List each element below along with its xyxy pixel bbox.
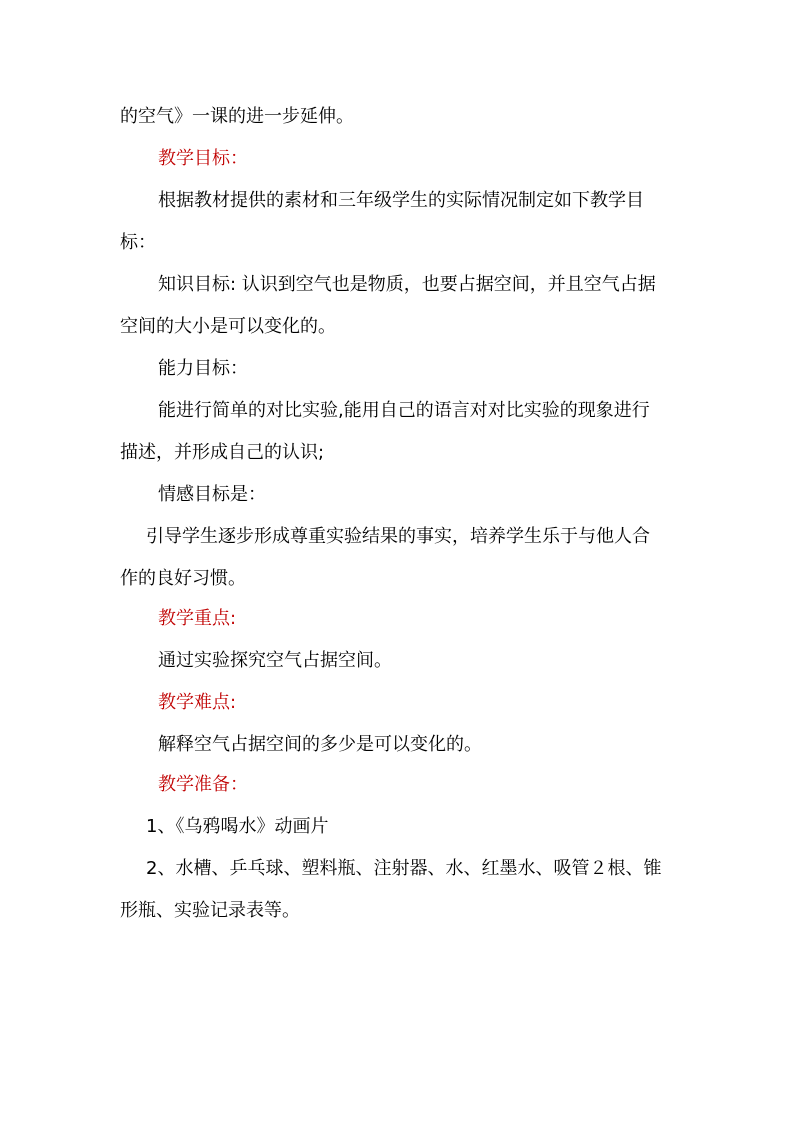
preparation-item-1: 1、《乌鸦喝水》动画片 (146, 816, 329, 837)
ability-goal-line-2: 描述，并形成自己的认识; (120, 442, 325, 463)
preparation-item-2-line-2: 形瓶、实验记录表等。 (120, 900, 300, 921)
heading-key-point: 教学重点: (158, 608, 237, 629)
continuation-line: 的空气》一课的进一步延伸。 (120, 106, 354, 127)
emotion-goal-line-2: 作的良好习惯。 (120, 568, 246, 589)
emotion-goal-line-1: 引导学生逐步形成尊重实验结果的事实，培养学生乐于与他人合 (146, 526, 650, 547)
goals-intro-line-2: 标： (120, 232, 156, 253)
knowledge-goal-line-2: 空间的大小是可以变化的。 (120, 316, 336, 337)
difficulty-text: 解释空气占据空间的多少是可以变化的。 (158, 734, 482, 755)
preparation-item-2-line-1: 2、水槽、乒乓球、塑料瓶、注射器、水、红墨水、吸管２根、锥 (146, 858, 662, 879)
key-point-text: 通过实验探究空气占据空间。 (158, 650, 392, 671)
knowledge-goal-line-1: 知识目标: 认识到空气也是物质，也要占据空间，并且空气占据 (158, 274, 656, 295)
heading-difficulty: 教学难点: (158, 692, 237, 713)
heading-preparation: 教学准备： (158, 774, 248, 795)
heading-teaching-goals: 教学目标： (158, 148, 248, 169)
ability-goal-line-1: 能进行简单的对比实验,能用自己的语言对对比实验的现象进行 (158, 400, 650, 421)
goals-intro-line-1: 根据教材提供的素材和三年级学生的实际情况制定如下教学目 (158, 190, 644, 211)
ability-goal-heading: 能力目标： (158, 358, 248, 379)
emotion-goal-heading: 情感目标是： (158, 484, 266, 505)
